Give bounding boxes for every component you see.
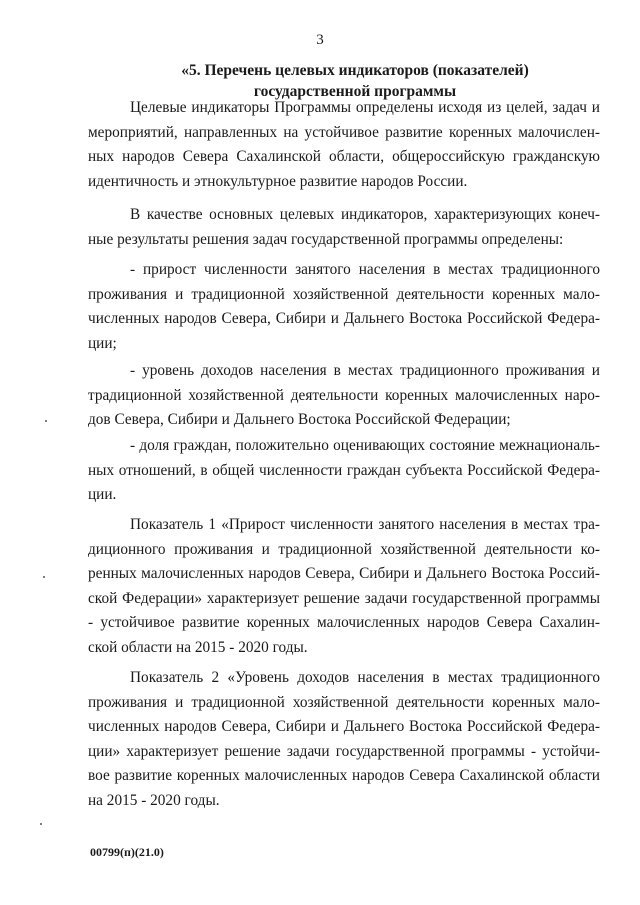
text-line: - прирост численности занятого населения в местах традиционного [130, 261, 600, 278]
text-line: проживания и традиционной хозяйственной деятельности коренных мало- [88, 693, 600, 711]
text-line: дов Севера, Сибири и Дальнего Востока Российской Федерации; [88, 411, 511, 428]
scan-speck [40, 823, 42, 825]
page-number: 3 [316, 32, 324, 48]
text-line: Показатель 2 «Уровень доходов населения в местах традиционного [130, 669, 600, 686]
paragraph-indicator-1 [88, 513, 600, 660]
text-line: ции. [88, 486, 117, 503]
paragraph-intro [88, 96, 600, 194]
text-line: вое развитие коренных малочисленных народов Севера Сахалинской области [88, 767, 600, 784]
list-item-relations [88, 434, 600, 508]
text-line: численных народов Севера, Сибири и Дальнего Востока Российской Федера- [88, 718, 600, 735]
text-line: численных народов Севера, Сибири и Дальнего Востока Российской Федера- [88, 310, 600, 327]
section-title-line-2: государственной программы [253, 83, 457, 100]
text-line: - устойчивое развитие коренных малочисленных народов Севера Сахалин- [88, 614, 600, 631]
paragraph-indicator-2 [88, 666, 600, 813]
text-line: традиционной хозяйственной деятельности коренных малочисленных наро- [88, 386, 600, 404]
text-line: диционного проживания и традиционной хозяйственной деятельности ко- [88, 540, 600, 558]
text-line: Показатель 1 «Прирост численности занятого населения в местах тра- [130, 516, 600, 533]
list-item-income [88, 359, 600, 433]
text-line: ных народов Севера Сахалинской области, общероссийскую гражданскую [88, 148, 600, 165]
text-line: на 2015 - 2020 годы. [88, 791, 220, 809]
text-line: ской Федерации» характеризует решение задачи государственной программы [88, 589, 600, 607]
text-line: Целевые индикаторы Программы определены исходя из целей, задач и [130, 99, 600, 116]
text-line: ных отношений, в общей численности граждан субъекта Российской Федера- [88, 461, 600, 479]
text-line: ренных малочисленных народов Севера, Сибири и Дальнего Востока Россий- [88, 565, 600, 582]
text-line: - уровень доходов населения в местах традиционного проживания и [130, 362, 600, 379]
section-title-line-1: «5. Перечень целевых индикаторов (показателей) [181, 62, 529, 79]
text-line: ные результаты решения задач государственной программы определены: [88, 230, 564, 248]
text-line: ской области на 2015 - 2020 годы. [88, 638, 308, 656]
text-line: идентичность и этнокультурное развитие народов России. [88, 172, 468, 190]
scan-speck [43, 576, 45, 578]
text-line: мероприятий, направленных на устойчивое развитие коренных малочислен- [88, 123, 600, 141]
list-item-employment [88, 258, 600, 356]
text-line: ции; [88, 334, 117, 352]
text-line: - доля граждан, положительно оценивающих состояние межнациональ- [130, 437, 600, 454]
text-line: ции» характеризует решение задачи государственной программы - устойчи- [88, 742, 600, 760]
scan-speck [45, 420, 47, 422]
text-line: проживания и традиционной хозяйственной деятельности коренных мало- [88, 285, 600, 303]
text-line: В качестве основных целевых индикаторов, характеризующих конеч- [130, 206, 600, 223]
document-code: 00799(п)(21.0) [90, 845, 164, 859]
paragraph-main-indicators [88, 203, 600, 252]
